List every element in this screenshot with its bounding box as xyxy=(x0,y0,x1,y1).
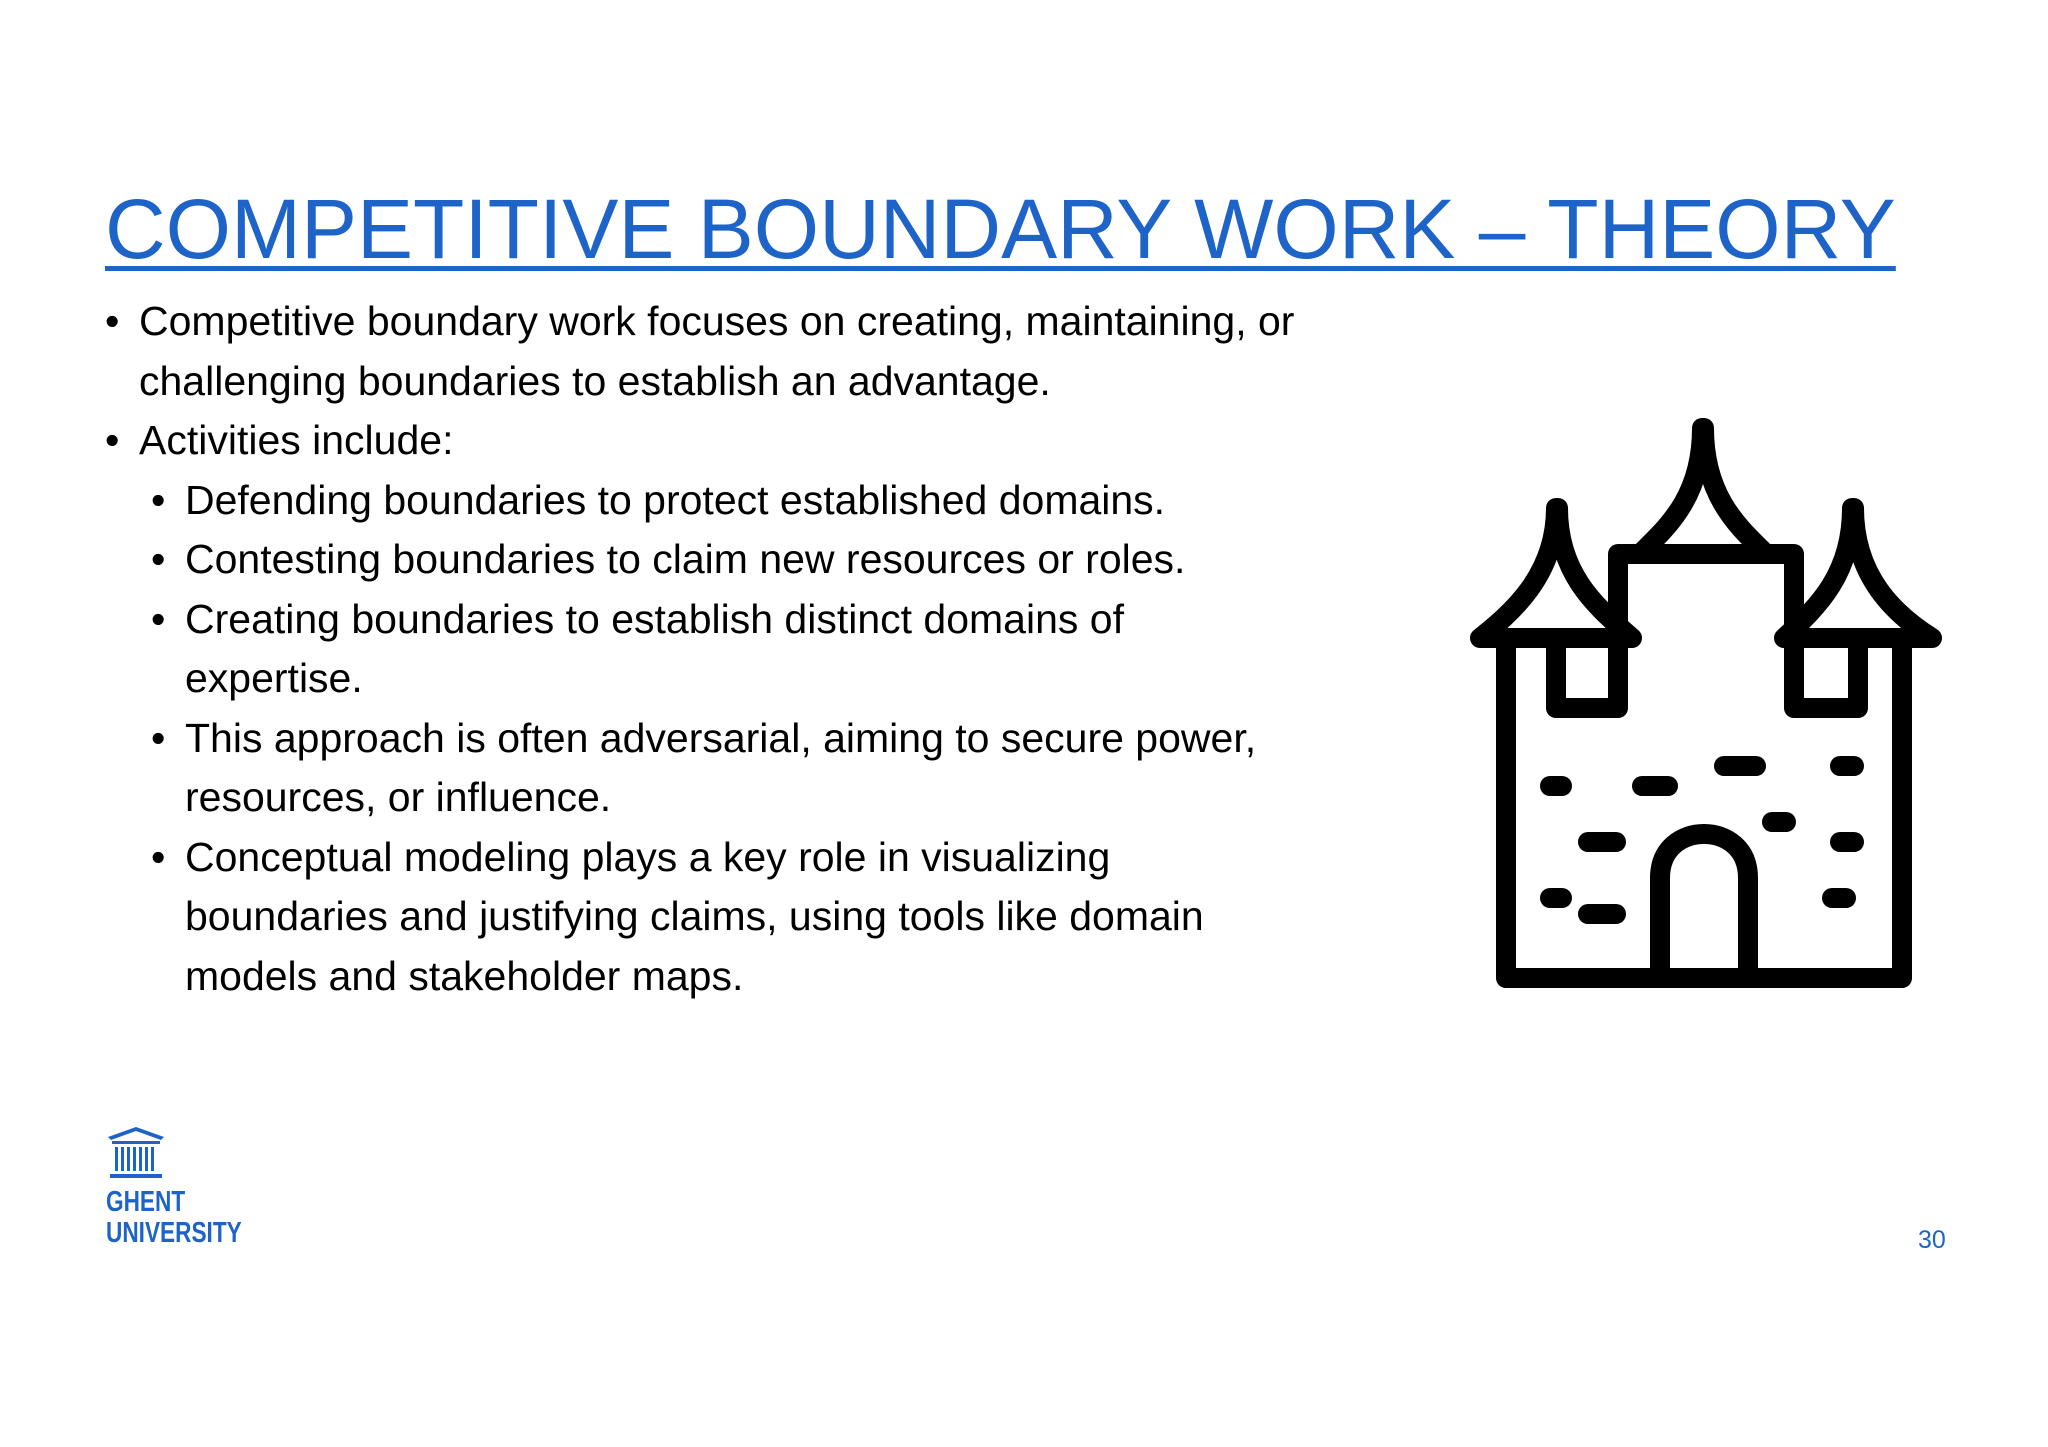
bullet-dot: • xyxy=(105,298,120,344)
bullet-item xyxy=(105,411,1305,1006)
sub-bullet-text: Creating boundaries to establish distinct domains of expertise. xyxy=(185,595,1124,701)
bullet-dot: • xyxy=(151,536,166,582)
logo-line-ghent: GHENT xyxy=(106,1186,186,1218)
bullet-dot: • xyxy=(151,714,166,761)
sub-bullet-text: Conceptual modeling plays a key role in visualizing boundaries and justifying claims, using tools like domain models and stakeholder maps. xyxy=(185,833,1204,999)
bullet-dot: • xyxy=(105,417,120,463)
ghent-university-logo xyxy=(106,1125,266,1249)
sub-bullet-text: Contesting boundaries to claim new resources or roles. xyxy=(185,536,1186,582)
sub-bullet-item xyxy=(151,530,1305,590)
sub-bullet-text: Defending boundaries to protect established domains. xyxy=(185,476,1166,523)
bullet-list xyxy=(105,292,1305,1006)
sub-bullet-item xyxy=(151,590,1305,709)
bullet-dot: • xyxy=(151,476,166,523)
bullet-dot: • xyxy=(151,833,166,880)
bullet-item xyxy=(105,292,1305,411)
university-building-icon xyxy=(106,1125,166,1183)
sub-bullet-text: This approach is often adversarial, aiming to secure power, resources, or influence. xyxy=(185,714,1257,820)
sub-bullet-list xyxy=(151,471,1305,1007)
sub-bullet-item xyxy=(151,471,1305,531)
page-number: 30 xyxy=(1918,1226,1946,1254)
bullet-text: Activities include: xyxy=(139,417,454,463)
bullet-text: Competitive boundary work focuses on creating, maintaining, or challenging boundaries to establish an advantage. xyxy=(139,298,1295,404)
bullet-dot: • xyxy=(151,595,166,642)
sub-bullet-item xyxy=(151,709,1305,828)
logo-text xyxy=(106,1186,242,1249)
sub-bullet-item xyxy=(151,828,1305,1007)
logo-line-university: UNIVERSITY xyxy=(106,1217,242,1249)
slide-title: COMPETITIVE BOUNDARY WORK – THEORY xyxy=(105,182,1896,276)
castle-icon xyxy=(1470,418,1950,990)
slide-body xyxy=(105,292,1305,1006)
